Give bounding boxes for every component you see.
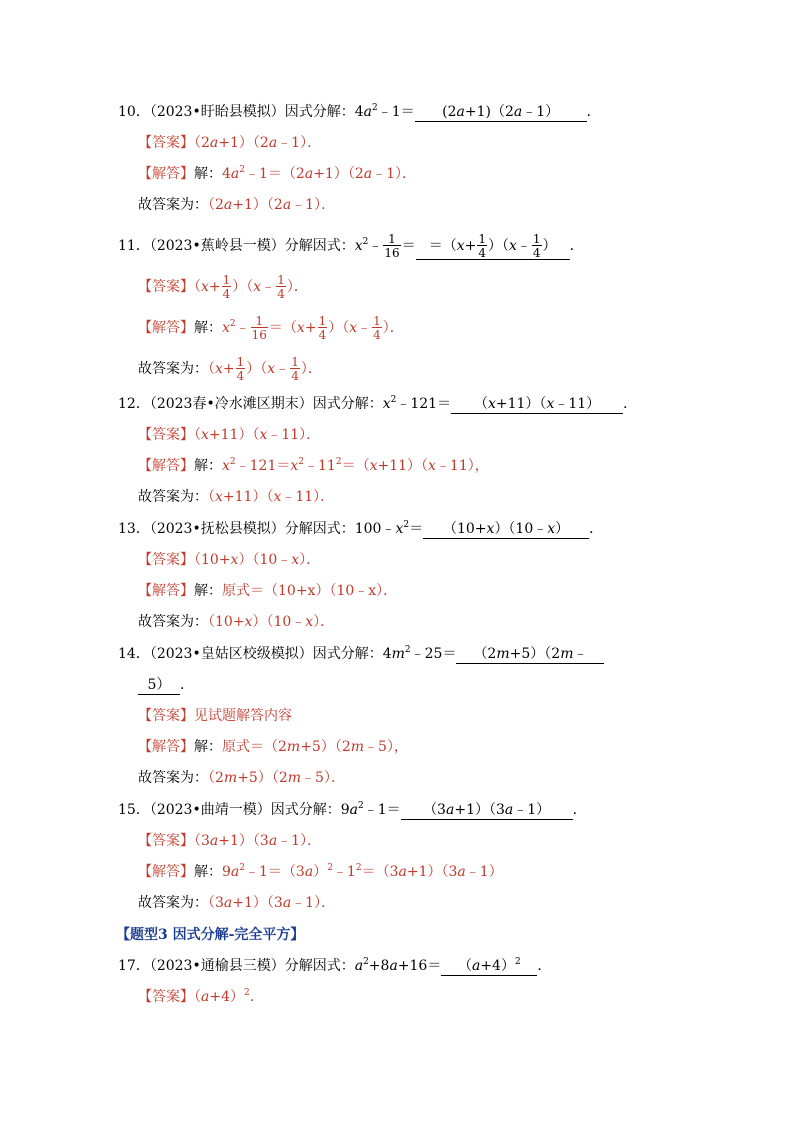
q17-answer: 【答案】$(a+4)^2$. — [138, 988, 255, 1005]
solution-tag: 【解答】 — [138, 583, 194, 599]
q15-blank: （3a+1）（3a﹣1） — [401, 801, 573, 820]
q14-blank-2: 5） — [138, 676, 180, 695]
q12-answer: 【答案】（x+11）（x﹣11）． — [138, 427, 321, 443]
question-10: 10．（2023•盱眙县模拟）因式分解：$4a^2﹣1=$ (2a+1)（2a﹣1） ． — [118, 103, 601, 120]
q10-solution: 【解答】解：$4a^2﹣1=(2a+1)(2a﹣1)$． — [138, 165, 417, 182]
answer-tag: 【答案】 — [138, 279, 194, 295]
answer-tag: 【答案】 — [138, 135, 194, 151]
q12-solution: 【解答】解：$x^2﹣121=x^2﹣11^2=(x+11)(x﹣11)$， — [138, 457, 489, 474]
q15-answer: 【答案】（3a+1）（3a﹣1）． — [138, 833, 322, 849]
q14-final: 故答案为：（2m+5）（2m﹣5）． — [138, 770, 345, 786]
q13-answer: 【答案】（10+x）（10﹣x）． — [138, 552, 321, 568]
q14-answer: 【答案】见试题解答内容 — [138, 708, 292, 724]
solution-tag: 【解答】 — [138, 864, 194, 880]
q13-final: 故答案为：（10+x）（10﹣x）． — [138, 614, 335, 630]
q12-final: 故答案为：（x+11）（x﹣11）． — [138, 489, 335, 505]
question-11: 11．（2023•蕉岭县一模）分解因式：$x^2﹣$ $\frac{1}{16}$ ＝ ＝（x+ $\frac{1}{4}$ ）（x﹣ $\frac{1}{4}$ ） ． — [118, 232, 584, 260]
answer-tag: 【答案】 — [138, 427, 194, 443]
answer-tag: 【答案】 — [138, 833, 194, 849]
answer-tag: 【答案】 — [138, 708, 194, 724]
answer-tag: 【答案】 — [138, 552, 194, 568]
q11-stem: 11．（2023•蕉岭县一模）分解因式： — [118, 238, 355, 254]
question-17: 17．（2023•通榆县三模）分解因式：$a^2+8a+16= (a+4)^2$ ． — [118, 957, 552, 974]
q14-solution: 【解答】解：原式＝（2m+5）（2m﹣5）， — [138, 739, 408, 755]
q11-solution: 【解答】解：$x^2﹣$ $\frac{1}{16}$ ＝（x+ $\frac{1}{4}$ ）（x﹣ $\frac{1}{4}$ ）． — [138, 314, 404, 342]
q13-blank: （10+x）（10﹣x） — [423, 520, 589, 539]
question-13: 13．（2023•抚松县模拟）分解因式：$100﹣x^2=$ （10+x）（10﹣x） ． — [118, 520, 604, 537]
question-15: 15．（2023•曲靖一模）因式分解：$9a^2﹣1=$ （3a+1）（3a﹣1） ． — [118, 801, 587, 818]
q17-blank: $(a+4)^2$ — [441, 957, 537, 976]
q12-blank: （x+11）（x﹣11） — [451, 395, 623, 414]
q12-stem: 12．（2023春•冷水滩区期末）因式分解： — [118, 396, 383, 412]
question-12: 12．（2023春•冷水滩区期末）因式分解：$x^2﹣121=$ （x+11）（x﹣11） ． — [118, 395, 638, 412]
q14-blank-cont: 5） ． — [138, 675, 194, 695]
solution-tag: 【解答】 — [138, 739, 194, 755]
q10-blank: (2a+1)（2a﹣1） — [415, 103, 587, 122]
q10-answer: 【答案】（2a+1）（2a﹣1）． — [138, 135, 322, 151]
answer-tag: 【答案】 — [138, 989, 194, 1005]
q15-final: 故答案为：（3a+1）（3a﹣1）． — [138, 895, 336, 911]
q11-blank: ＝（x+ $\frac{1}{4}$ ）（x﹣ $\frac{1}{4}$ ） — [416, 233, 570, 260]
q15-solution: 【解答】解：$9a^2﹣1=(3a)^2﹣1^2=(3a+1)(3a﹣1)$ — [138, 863, 503, 880]
q14-blank-1: （2m+5）（2m﹣ — [456, 645, 604, 664]
q10-final: 故答案为：（2a+1）（2a﹣1）． — [138, 197, 336, 213]
q11-answer: 【答案】（x+ $\frac{1}{4}$ ）（x﹣ $\frac{1}{4}$ ）． — [138, 273, 308, 301]
solution-tag: 【解答】 — [138, 320, 194, 336]
question-14: 14．（2023•皇姑区校级模拟）因式分解：$4m^2﹣25=$ （2m+5）（2m﹣ — [118, 644, 604, 664]
q10-stem: 10．（2023•盱眙县模拟）因式分解：$4a^2﹣1=$ — [118, 103, 415, 120]
solution-tag: 【解答】 — [138, 166, 194, 182]
solution-tag: 【解答】 — [138, 458, 194, 474]
q13-solution: 【解答】解：原式＝（10+x）（10﹣x）． — [138, 583, 398, 599]
section-heading: 【题型3 因式分解-完全平方】 — [116, 927, 305, 943]
q11-final: 故答案为：（x+ $\frac{1}{4}$ ）（x﹣ $\frac{1}{4}$ ）． — [138, 355, 322, 383]
